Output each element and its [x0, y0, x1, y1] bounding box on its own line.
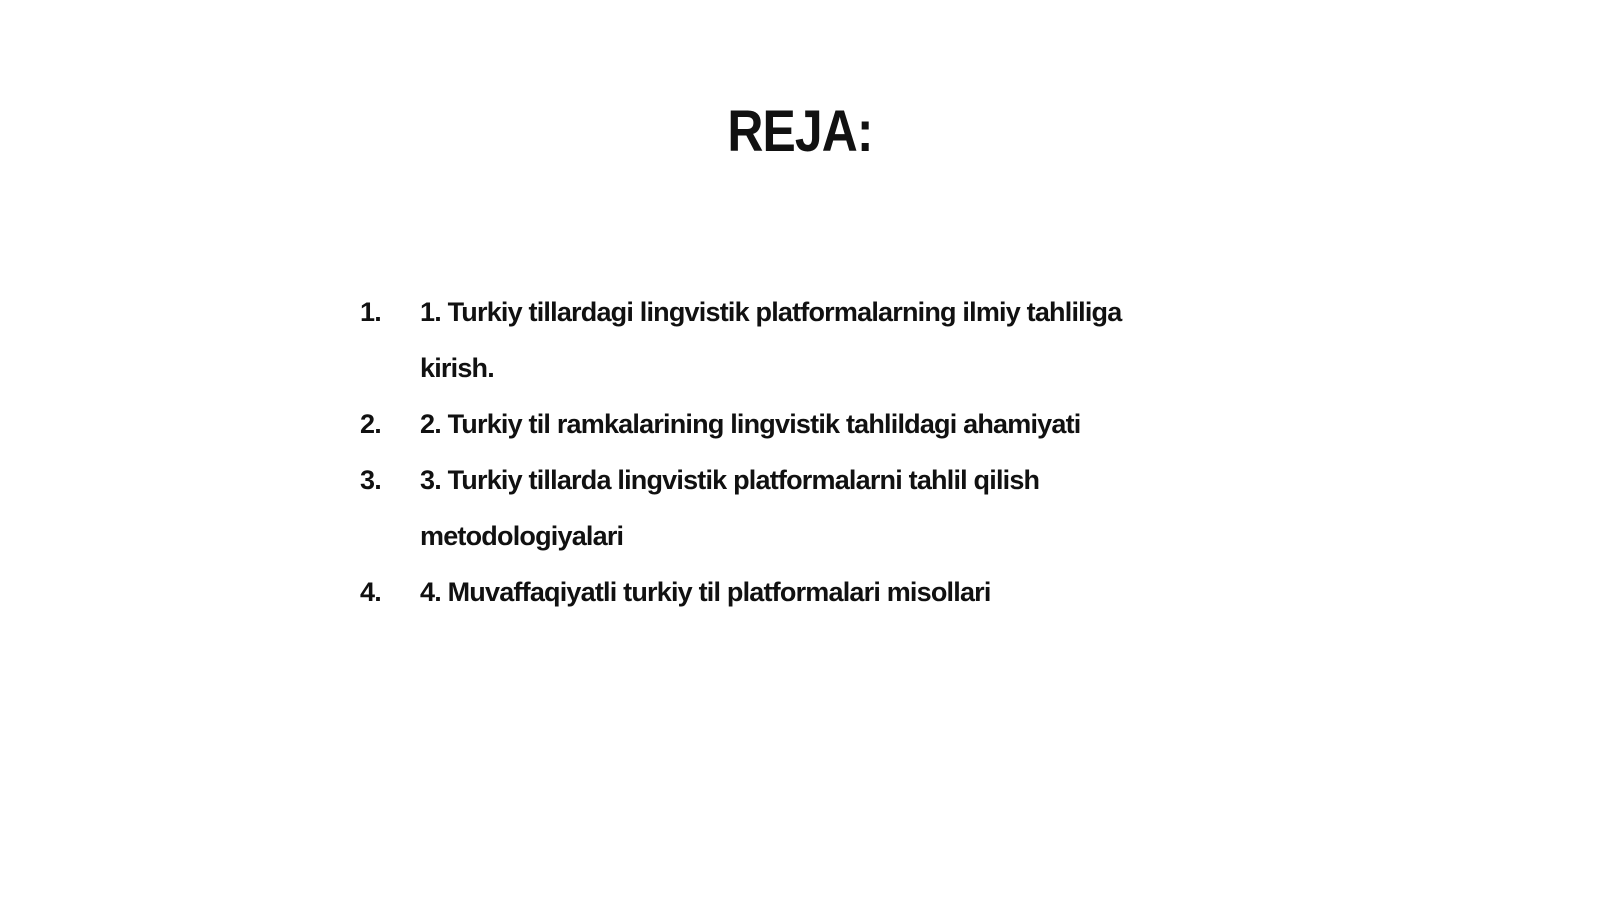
- plan-item-number: 4.: [360, 577, 381, 607]
- plan-item-4: [360, 564, 1180, 620]
- plan-list: [360, 284, 1180, 620]
- plan-item-3: [360, 452, 1180, 564]
- plan-item-number: 3.: [360, 465, 381, 495]
- plan-item-number: 1.: [360, 297, 381, 327]
- plan-item-text: 1. Turkiy tillardagi lingvistik platformalarning ilmiy tahliliga kirish.: [420, 297, 1122, 383]
- plan-item-1: [360, 284, 1180, 396]
- plan-item-2: [360, 396, 1180, 452]
- slide-title: REJA:: [727, 99, 873, 164]
- plan-item-text: 4. Muvaffaqiyatli turkiy til platformalari misollari: [420, 577, 991, 607]
- plan-item-text: 3. Turkiy tillarda lingvistik platformalarni tahlil qilish metodologiyalari: [420, 465, 1040, 551]
- plan-item-text: 2. Turkiy til ramkalarining lingvistik tahlildagi ahamiyati: [420, 409, 1081, 439]
- plan-item-number: 2.: [360, 409, 381, 439]
